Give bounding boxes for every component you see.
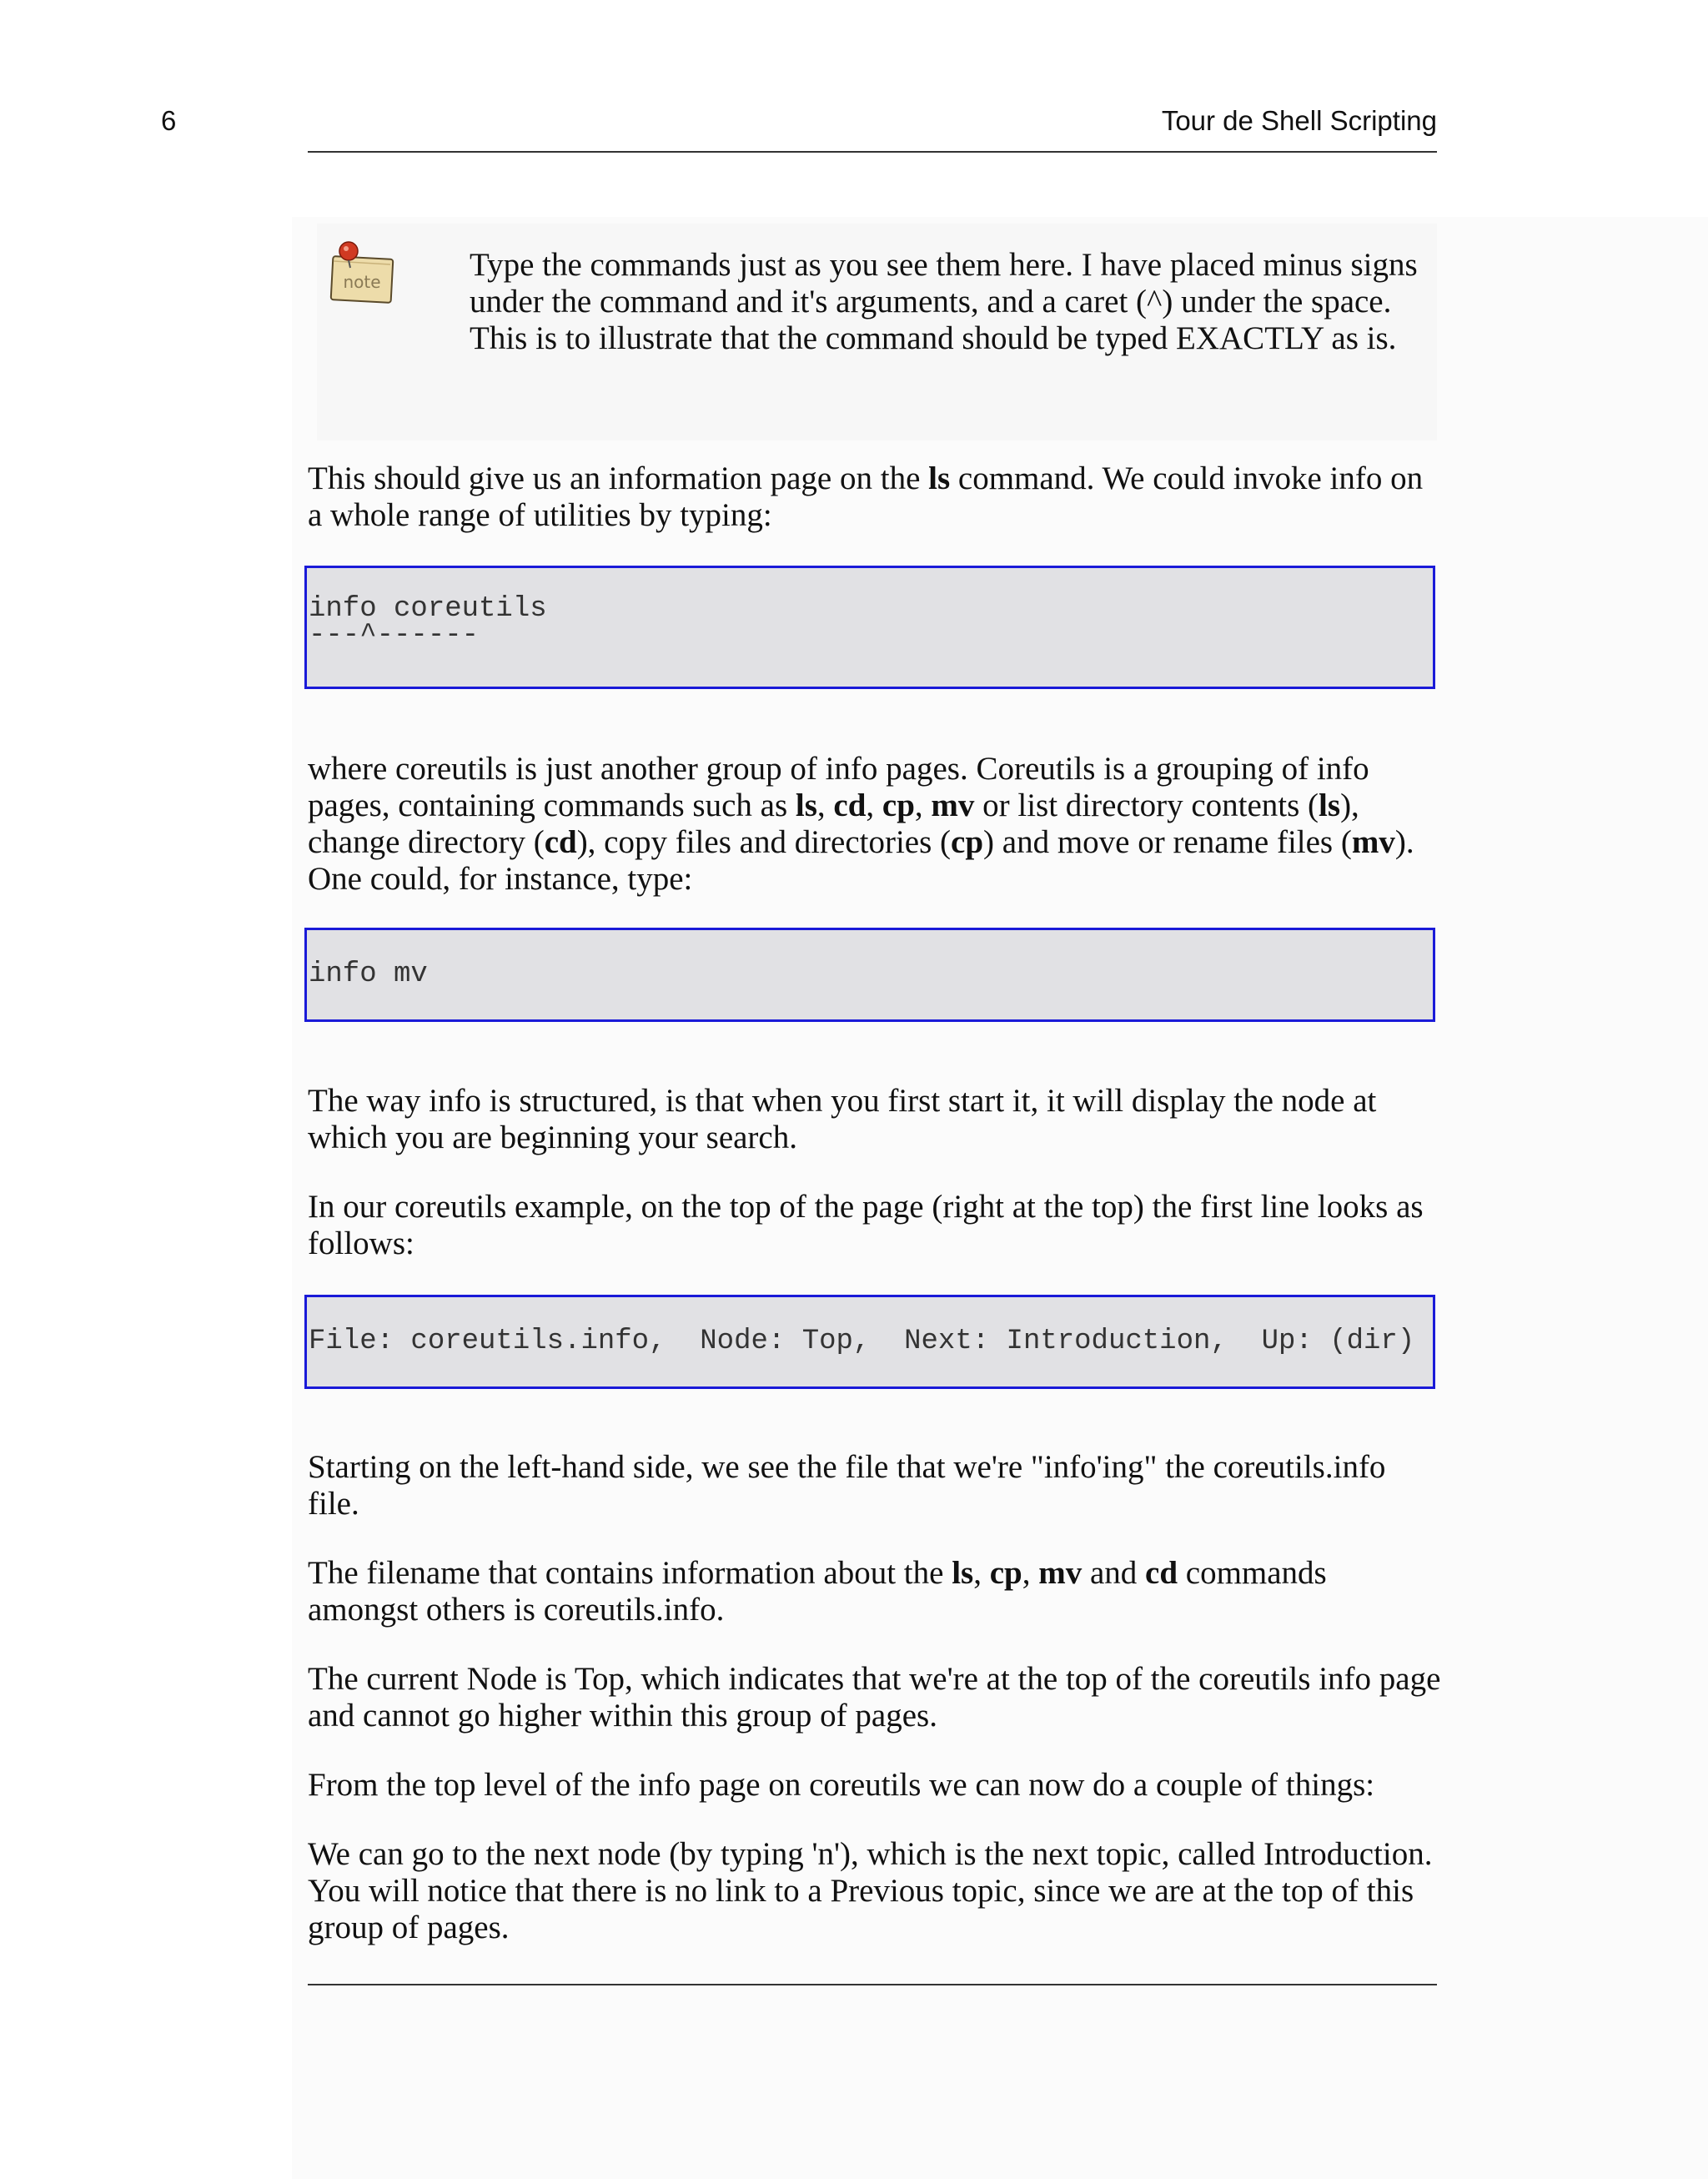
- page-number: 6: [161, 105, 177, 136]
- paragraph: The way info is structured, is that when you first start it, it will display the node at which you are beginning your search.: [308, 1083, 1377, 1155]
- code-block: [304, 928, 1435, 1022]
- code-line: info mv: [309, 959, 428, 990]
- footer-rule: [308, 1984, 1437, 1985]
- code-line: File: coreutils.info, Node: Top, Next: Introduction, Up: (dir): [309, 1326, 1415, 1357]
- code-block: [304, 566, 1435, 689]
- header-rule: [308, 151, 1437, 153]
- note-icon-label: note: [343, 272, 381, 292]
- paragraph: In our coreutils example, on the top of the page (right at the top) the first line looks as follows:: [308, 1189, 1424, 1261]
- paragraph: Starting on the left-hand side, we see the file that we're "info'ing" the coreutils.info file.: [308, 1449, 1386, 1522]
- paragraph: where coreutils is just another group of info pages. Coreutils is a grouping of info pages, containing commands such as ls, cd, cp, mv or list directory contents (ls), change directory (cd), copy files and directories (cp) and move or rename files (mv). One could, for instance, type:: [308, 751, 1414, 897]
- code-line: ---^------: [309, 620, 480, 652]
- paragraph: The filename that contains information about the ls, cp, mv and cd commands amongst others is coreutils.info.: [308, 1555, 1327, 1628]
- paragraph: We can go to the next node (by typing 'n'), which is the next topic, called Introduction. You will notice that there is no link to a Previous topic, since we are at the top of this group of pages.: [308, 1836, 1433, 1945]
- paragraph: From the top level of the info page on coreutils we can now do a couple of things:: [308, 1767, 1375, 1803]
- code-line: info coreutils: [309, 593, 547, 625]
- note-text: Type the commands just as you see them here. I have placed minus signs under the command and it's arguments, and a caret (^) under the space. This is to illustrate that the command should be typed EXACTLY as is.: [470, 247, 1418, 356]
- running-header-title: Tour de Shell Scripting: [1161, 105, 1437, 136]
- paragraph: The current Node is Top, which indicates that we're at the top of the coreutils info page and cannot go higher within this group of pages.: [308, 1661, 1441, 1734]
- note-icon: [327, 236, 397, 313]
- paragraph: This should give us an information page on the ls command. We could invoke info on a whole range of utilities by typing:: [308, 460, 1424, 533]
- code-block: [304, 1295, 1435, 1389]
